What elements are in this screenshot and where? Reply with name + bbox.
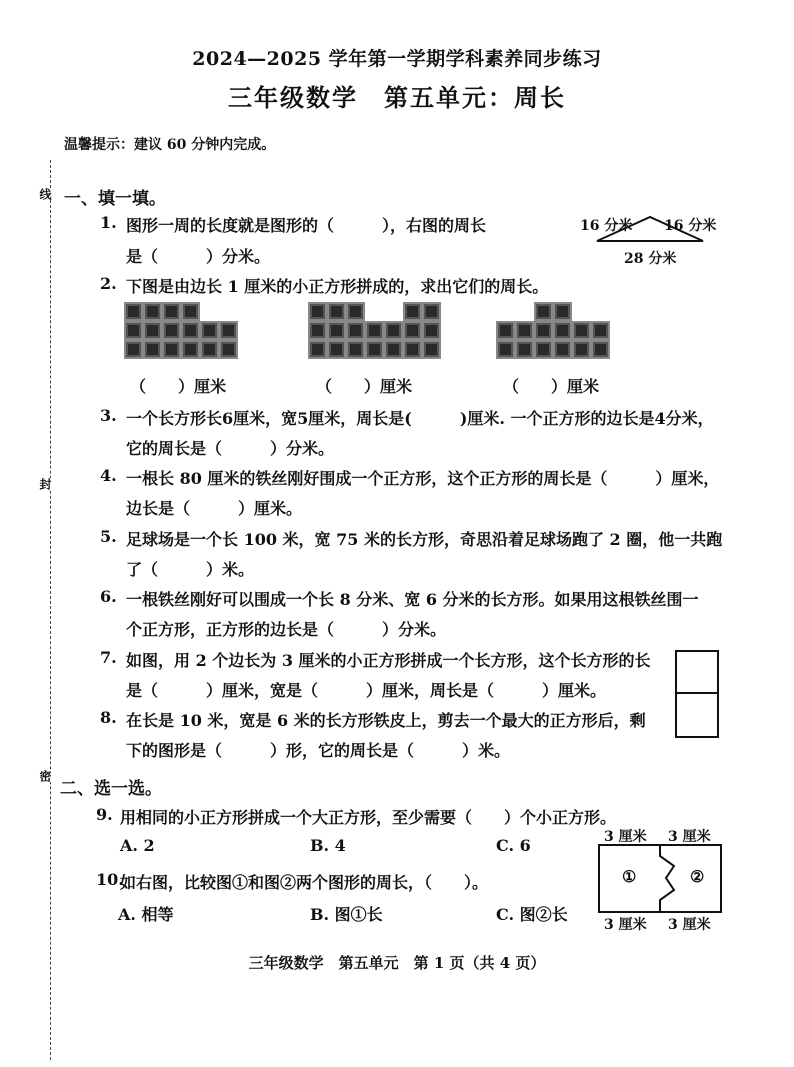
q8-number: 8.	[100, 708, 117, 727]
triangle-right-label: 16 分米	[664, 218, 717, 234]
fig-label-1: ①	[622, 867, 637, 886]
q7-number: 7.	[100, 648, 117, 667]
q4-number: 4.	[100, 466, 117, 485]
q2-line1: 下图是由边长 1 厘米的小正方形拼成的，求出它们的周长。	[126, 277, 549, 296]
q5-number: 5.	[100, 527, 117, 546]
q7-line1: 如图，用 2 个边长为 3 厘米的小正方形拼成一个长方形，这个长方形的长	[126, 651, 651, 670]
q2-number: 2.	[100, 274, 117, 293]
q2-answer-1: （ ）厘米	[130, 377, 227, 396]
triangle-base-label: 28 分米	[624, 251, 677, 267]
q1-number: 1.	[100, 213, 117, 232]
q4-line2: 边长是（ ）厘米。	[126, 499, 303, 518]
q3-line2: 它的周长是（ ）分米。	[126, 439, 335, 458]
q4-line1: 一根长 80 厘米的铁丝刚好围成一个正方形，这个正方形的周长是（ ）厘米，	[126, 469, 720, 488]
tip-text: 温馨提示：建议 60 分钟内完成。	[64, 137, 276, 153]
q9-line1: 用相同的小正方形拼成一个大正方形，至少需要（ ）个小正方形。	[120, 808, 617, 827]
two-squares-figure	[674, 650, 720, 740]
q7-line2: 是（ ）厘米，宽是（ ）厘米，周长是（ ）厘米。	[126, 681, 607, 700]
q1-line2: 是（ ）分米。	[126, 247, 271, 266]
q10-number: 10.	[96, 870, 124, 889]
fig-label-2: ②	[690, 867, 705, 886]
q9-option-c: C. 6	[496, 836, 531, 855]
fig-bottom-left-label: 3 厘米	[604, 917, 647, 933]
q10-option-b: B. 图①长	[310, 905, 383, 924]
page-footer: 三年级数学 第五单元 第 1 页（共 4 页）	[248, 954, 546, 972]
q3-number: 3.	[100, 406, 117, 425]
margin-label-xian: 线	[38, 188, 52, 200]
section2-heading: 二、选一选。	[60, 779, 162, 799]
q9-option-a: A. 2	[120, 836, 155, 855]
fig-top-left-label: 3 厘米	[604, 829, 647, 845]
binding-dashed-line	[50, 160, 51, 1060]
triangle-left-label: 16 分米	[580, 218, 633, 234]
q9-number: 9.	[96, 805, 113, 824]
fig-top-right-label: 3 厘米	[668, 829, 711, 845]
q5-line2: 了（ ）米。	[126, 560, 255, 579]
q1-line1: 图形一周的长度就是图形的（ ），右图的周长	[126, 216, 487, 235]
q2-answer-2: （ ）厘米	[316, 377, 413, 396]
q10-option-a: A. 相等	[118, 905, 174, 924]
q2-answer-3: （ ）厘米	[503, 377, 600, 396]
q6-line1: 一根铁丝刚好可以围成一个长 8 分米、宽 6 分米的长方形。如果用这根铁丝围一	[126, 590, 699, 609]
q10-option-c: C. 图②长	[496, 905, 568, 924]
q5-line1: 足球场是一个长 100 米，宽 75 米的长方形，奇思沿着足球场跑了 2 圈，他一共跑	[126, 530, 723, 549]
q8-line2: 下的图形是（ ）形，它的周长是（ ）米。	[126, 741, 511, 760]
q3-line1: 一个长方形长6厘米，宽5厘米，周长是( )厘米. 一个正方形的边长是4分米，	[126, 409, 714, 428]
q6-number: 6.	[100, 587, 117, 606]
page-title: 2024—2025 学年第一学期学科素养同步练习	[192, 48, 602, 70]
page-subtitle: 三年级数学 第五单元：周长	[228, 83, 566, 112]
q10-line1: 如右图，比较图①和图②两个图形的周长，（ ）。	[120, 873, 489, 892]
section1-heading: 一、填一填。	[64, 189, 166, 209]
margin-label-feng: 封	[38, 478, 52, 490]
q9-option-b: B. 4	[310, 836, 346, 855]
q6-line2: 个正方形，正方形的边长是（ ）分米。	[126, 620, 447, 639]
q8-line1: 在长是 10 米，宽是 6 米的长方形铁皮上，剪去一个最大的正方形后，剩	[126, 711, 646, 730]
margin-label-mi: 密	[38, 770, 52, 782]
fig-bottom-right-label: 3 厘米	[668, 917, 711, 933]
